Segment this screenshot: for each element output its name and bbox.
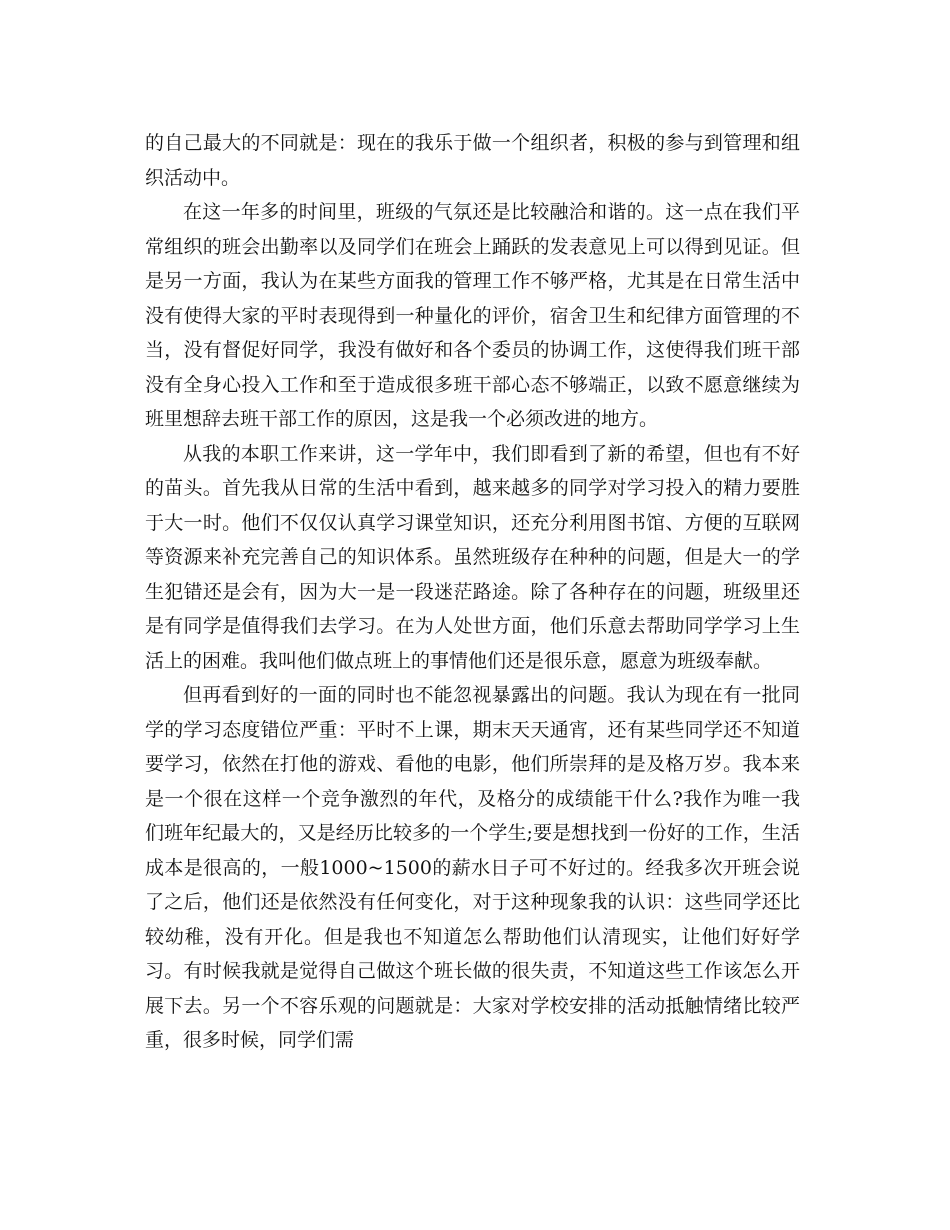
paragraph-class-atmosphere: 在这一年多的时间里，班级的气氛还是比较融洽和谐的。这一点在我们平常组织的班会出勤率以及同学们在班会上踊跃的发表意见上可以得到见证。但是另一方面，我认为在某些方面我的管理工作不够严格，尤其是在日常生活中没有使得大家的平时表现得到一种量化的评价，宿舍卫生和纪律方面管理的不当，没有督促好同学，我没有做好和各个委员的协调工作，这使得我们班干部没有全身心投入工作和至于造成很多班干部心态不够端正，以致不愿意继续为班里想辞去班干部工作的原因，这是我一个必须改进的地方。 (145, 201, 800, 430)
paragraph-continuation: 的自己最大的不同就是：现在的我乐于做一个组织者，积极的参与到管理和组织活动中。 (145, 132, 800, 189)
document-page (145, 126, 800, 1058)
paragraph-duty-work: 从我的本职工作来讲，这一学年中，我们即看到了新的希望，但也有不好的苗头。首先我从日常的生活中看到，越来越多的同学对学习投入的精力要胜于大一时。他们不仅仅认真学习课堂知识，还充分利用图书馆、方便的互联网等资源来补充完善自己的知识体系。虽然班级存在种种的问题，但是大一的学生犯错还是会有，因为大一是一段迷茫路途。除了各种存在的问题，班级里还是有同学是值得我们去学习。在为人处世方面，他们乐意去帮助同学学习上生活上的困难。我叫他们做点班上的事情他们还是很乐意，愿意为班级奉献。 (145, 442, 800, 672)
paragraph-problems: 但再看到好的一面的同时也不能忽视暴露出的问题。我认为现在有一批同学的学习态度错位严重：平时不上课，期末天天通宵，还有某些同学还不知道要学习，依然在打他的游戏、看他的电影，他们所崇拜的是及格万岁。我本来是一个很在这样一个竞争激烈的年代，及格分的成绩能干什么?我作为唯一我们班年纪最大的，又是经历比较多的一个学生;要是想找到一份好的工作，生活成本是很高的，一般1000~1500的薪水日子可不好过的。经我多次开班会说了之后，他们还是依然没有任何变化，对于这种现象我的认识：这些同学还比较幼稚，没有开化。但是我也不知道怎么帮助他们认清现实，让他们好好学习。有时候我就是觉得自己做这个班长做的很失责，不知道这些工作该怎么开展下去。另一个不容乐观的问题就是：大家对学校安排的活动抵触情绪比较严重，很多时候，同学们需 (145, 684, 800, 1051)
